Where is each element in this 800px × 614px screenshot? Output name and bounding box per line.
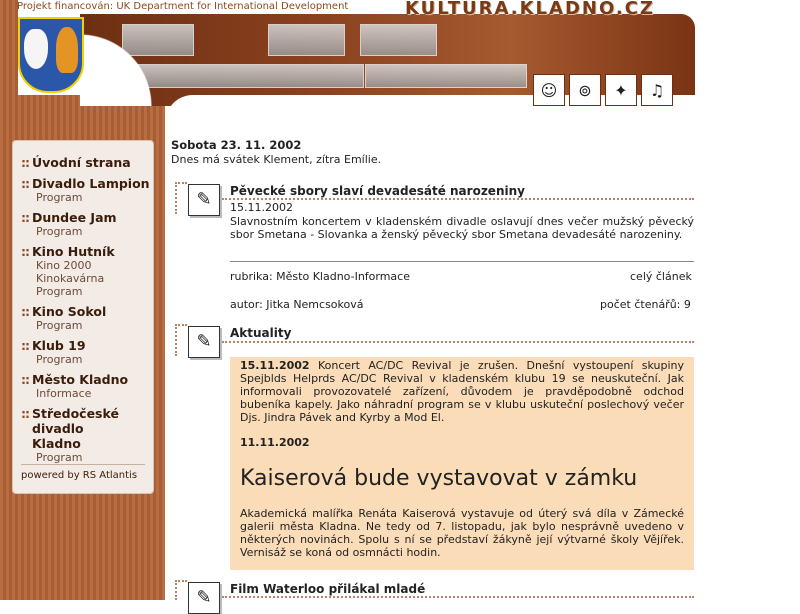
news-item-text: Koncert AC/DC Revival je zrušen. Dnešní vystoupení skupiny Spejblds Helprds AC/DC Revival v kladenském klubu 19 se neuskuteční. Jak informovali provozovatelé zařízení, důvodem je pravděpodobně odchod bubeníka kapely. Jako náhradní program se v klubu uskuteční poslechový večer Djs. Jindra Pávek and Kyrby a Mod El. <box>240 359 685 424</box>
sidebar-subitem[interactable]: Program <box>36 191 83 204</box>
article-title[interactable]: Film Waterloo přilákal mladé <box>230 582 426 596</box>
article-text: Slavnostním koncertem v kladenském divadle oslavují dnes večer mužský pěvecký sbor Smetana - Slovanka a ženský pěvecký sbor Smetana devadesáté narozeniny. <box>230 215 694 241</box>
news-item-text: Akademická malířka Renáta Kaiserová vystavuje od úterý svá díla v Zámecké galerii města Kladna. Ne tedy od 7. listopadu, jak bylo nesprávně uvedeno v některých novinách. Spolu s ní se představí žákyně její výtvarné školy Vějířek. Vernisáž se koná od osmnácti hodin. <box>240 507 684 559</box>
news-item-date: 15.11.2002 <box>240 359 310 372</box>
sidebar-subitem[interactable]: Informace <box>36 387 92 400</box>
sidebar-item-label[interactable]: Dundee Jam <box>32 210 117 225</box>
dotted-divider <box>222 198 694 200</box>
sidebar-subitem[interactable]: Program <box>36 285 83 298</box>
sidebar-item-klub-19[interactable]: :: Klub 19 Program <box>21 338 153 366</box>
lion-icon <box>56 27 78 73</box>
banner-photo <box>365 64 527 88</box>
news-box <box>230 357 694 570</box>
dancer-icon[interactable]: ✦ <box>605 74 637 106</box>
dotted-frame <box>175 182 177 214</box>
film-projector-icon[interactable]: ⊚ <box>569 74 601 106</box>
news-headline[interactable]: Kaiserová bude vystavovat v zámku <box>240 466 638 491</box>
sidebar-subitem[interactable]: Kinokavárna <box>36 272 105 285</box>
music-notes-icon[interactable]: ♫ <box>641 74 673 106</box>
article-notepad-icon: ✎ <box>188 582 220 614</box>
sidebar-item-divadlo-lampion[interactable]: :: Divadlo Lampion Program <box>21 176 153 204</box>
banner-photo <box>268 24 345 56</box>
banner-photo <box>360 24 437 56</box>
category-icons <box>533 74 673 106</box>
sidebar-subitem[interactable]: Program <box>36 451 83 464</box>
site-title[interactable]: KULTURA.KLADNO.CZ <box>405 0 655 19</box>
powered-by[interactable]: powered by RS Atlantis <box>21 470 138 481</box>
dotted-frame <box>175 580 177 600</box>
sidebar-subitem[interactable]: Kino 2000 <box>36 259 92 272</box>
sidebar-item-label[interactable]: Kino Sokol <box>32 304 107 319</box>
sidebar-item-label[interactable]: Kino Hutník <box>32 244 115 259</box>
sidebar-item-label[interactable]: Úvodní strana <box>32 155 131 170</box>
sidebar-item-uvodni-strana[interactable]: :: Úvodní strana <box>21 155 131 170</box>
sidebar-item-dundee-jam[interactable]: :: Dundee Jam Program <box>21 210 153 238</box>
reader-count: počet čtenářů: 9 <box>600 298 691 311</box>
banner-photo <box>122 64 364 88</box>
sidebar-item-label[interactable]: Město Kladno <box>32 372 129 387</box>
sidebar-item-label[interactable]: Klub 19 <box>32 338 86 353</box>
article-author: autor: Jitka Nemcsoková <box>230 298 364 311</box>
funding-note: Projekt financován: UK Department for International Development <box>17 1 349 12</box>
sidebar-item-kino-hutnik[interactable]: :: Kino Hutník Kino 2000 Kinokavárna Program <box>21 244 153 298</box>
dotted-divider <box>222 341 694 343</box>
sidebar-item-label[interactable]: Divadlo Lampion <box>32 176 150 191</box>
banner-photo <box>122 24 194 56</box>
theatre-masks-icon[interactable]: ☺ <box>533 74 565 106</box>
sidebar-menu <box>12 140 154 494</box>
sidebar-subitem[interactable]: Program <box>36 353 83 366</box>
sidebar-subitem[interactable]: Program <box>36 225 83 238</box>
article-date: 15.11.2002 <box>230 201 293 214</box>
news-item-date: 11.11.2002 <box>240 436 310 449</box>
city-crest-logo[interactable] <box>18 17 84 93</box>
current-date: Sobota 23. 11. 2002 <box>171 138 302 152</box>
sidebar-item-label[interactable]: Středočeské divadlo Kladno <box>32 406 119 451</box>
divider <box>230 261 694 262</box>
nameday-note: Dnes má svátek Klement, zítra Emílie. <box>171 153 382 166</box>
article-title[interactable]: Pěvecké sbory slaví devadesáté narozeniny <box>230 184 525 198</box>
eagle-icon <box>24 29 48 69</box>
news-notepad-icon: ✎ <box>188 326 220 358</box>
news-title: Aktuality <box>230 326 292 340</box>
divider <box>21 464 145 465</box>
article-rubric[interactable]: rubrika: Město Kladno-Informace <box>230 270 410 283</box>
dotted-divider <box>222 596 694 598</box>
full-article-link[interactable]: celý článek <box>630 270 692 283</box>
sidebar-item-kino-sokol[interactable]: :: Kino Sokol Program <box>21 304 153 332</box>
sidebar-subitem[interactable]: Program <box>36 319 83 332</box>
dotted-frame <box>175 324 177 356</box>
article-notepad-icon: ✎ <box>188 184 220 216</box>
main-content <box>171 138 694 166</box>
sidebar-item-mesto-kladno[interactable]: :: Město Kladno Informace <box>21 372 153 400</box>
news-item-1 <box>240 359 684 424</box>
left-stripe-top <box>0 0 18 100</box>
sidebar-item-stredoceske-divadlo[interactable]: :: Středočeské divadlo Kladno Program <box>21 406 153 464</box>
